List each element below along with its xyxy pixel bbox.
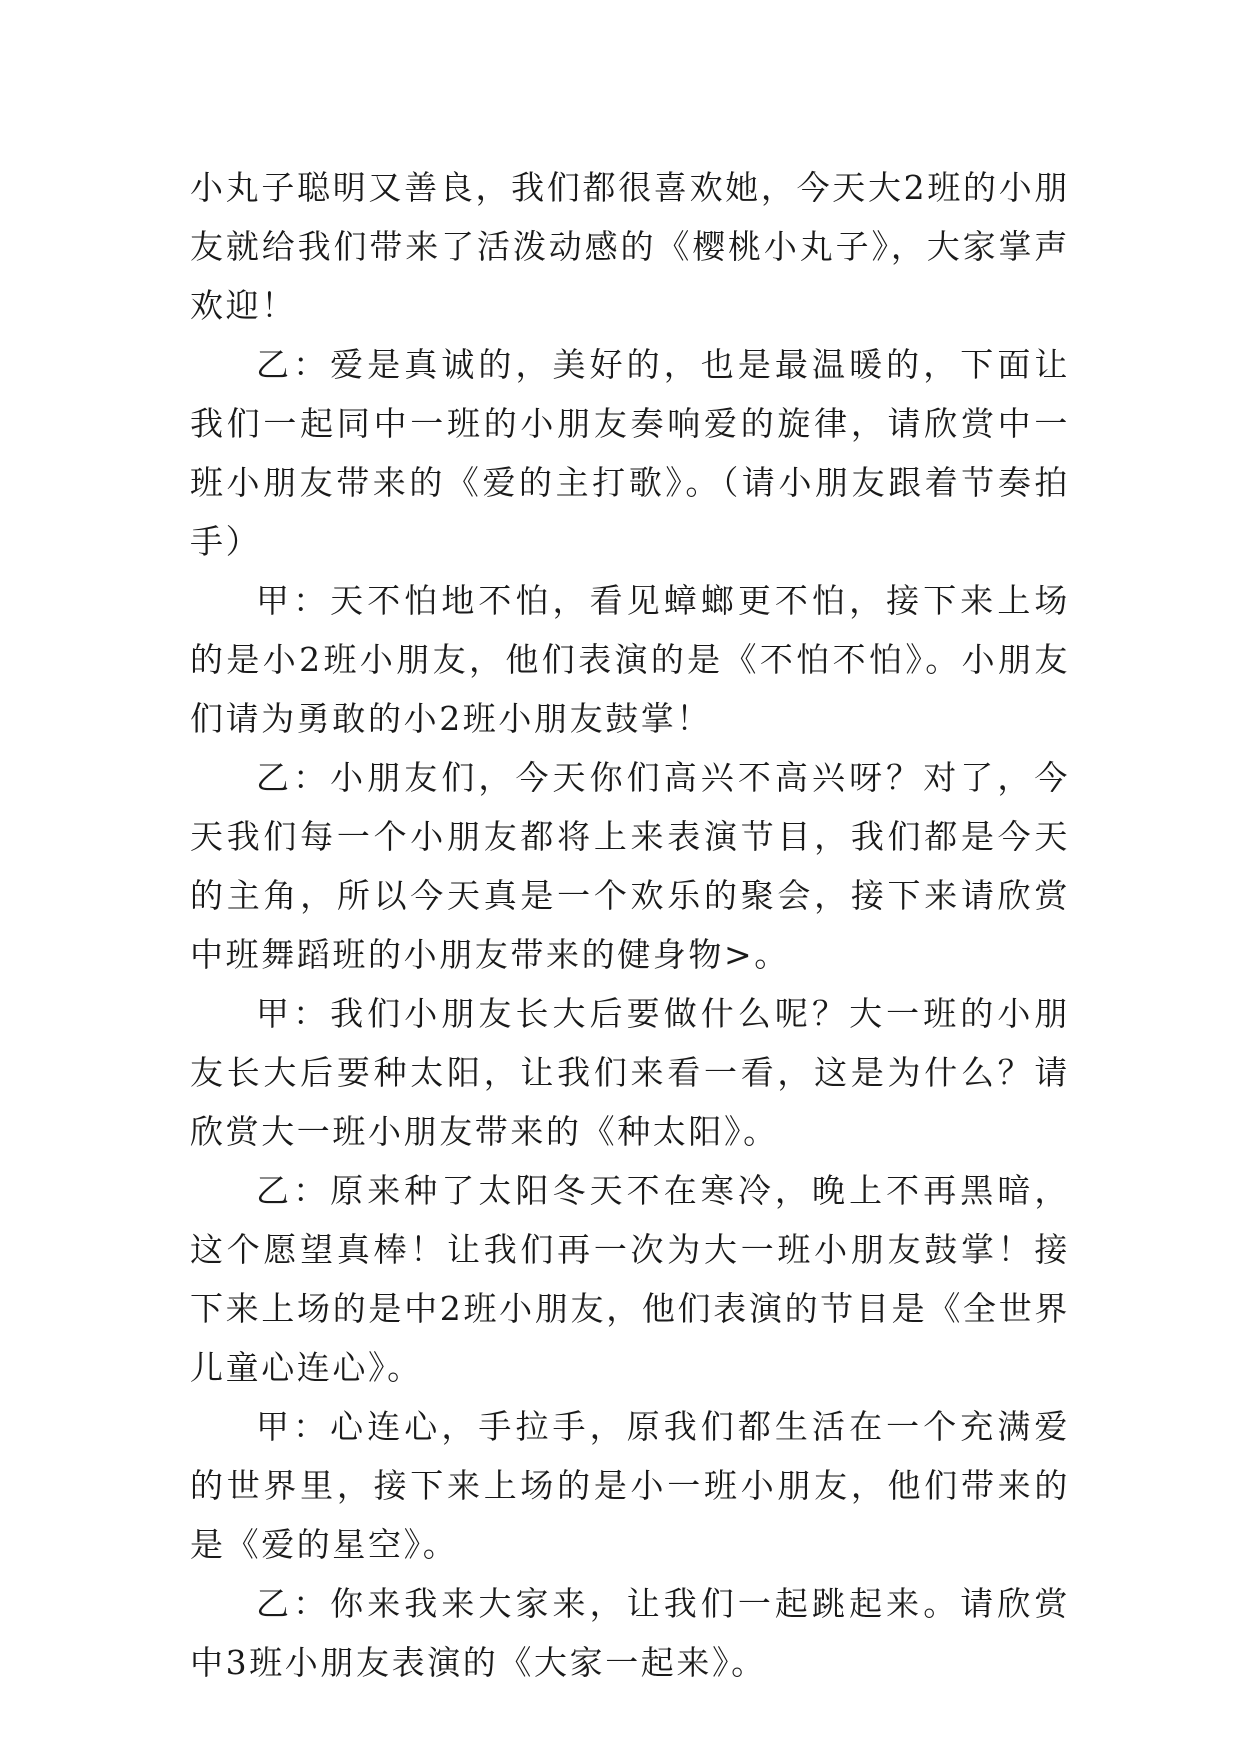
paragraph-jia-not-afraid: 甲：天不怕地不怕，看见蟑螂更不怕，接下来上场的是小2班小朋友，他们表演的是《不怕不怕》。小朋友们请为勇敢的小2班小朋友鼓掌！	[190, 581, 1070, 738]
paragraph-yi-everyone-together: 乙：你来我来大家来，让我们一起跳起来。请欣赏中3班小朋友表演的《大家一起来》。	[190, 1584, 1070, 1682]
paragraph-jia-plant-sun: 甲：我们小朋友长大后要做什么呢？大一班的小朋友长大后要种太阳，让我们来看一看，这是为什么？请欣赏大一班小朋友带来的《种太阳》。	[190, 994, 1070, 1151]
paragraph-yi-happy-gathering: 乙：小朋友们，今天你们高兴不高兴呀？对了，今天我们每一个小朋友都将上来表演节目，我们都是今天的主角，所以今天真是一个欢乐的聚会，接下来请欣赏中班舞蹈班的小朋友带来的健身物>。	[190, 758, 1070, 974]
document-body	[190, 158, 1070, 1692]
paragraph-continuation: 小丸子聪明又善良，我们都很喜欢她，今天大2班的小朋友就给我们带来了活泼动感的《樱桃小丸子》，大家掌声欢迎！	[190, 168, 1070, 325]
paragraph-jia-starry-sky: 甲：心连心，手拉手，原我们都生活在一个充满爱的世界里，接下来上场的是小一班小朋友，他们带来的是《爱的星空》。	[190, 1407, 1070, 1564]
paragraph-yi-heart-to-heart: 乙：原来种了太阳冬天不在寒冷，晚上不再黑暗，这个愿望真棒！让我们再一次为大一班小朋友鼓掌！接下来上场的是中2班小朋友，他们表演的节目是《全世界儿童心连心》。	[190, 1171, 1070, 1387]
paragraph-yi-love-song: 乙：爱是真诚的，美好的，也是最温暖的，下面让我们一起同中一班的小朋友奏响爱的旋律，请欣赏中一班小朋友带来的《爱的主打歌》。（请小朋友跟着节奏拍手）	[190, 345, 1070, 561]
